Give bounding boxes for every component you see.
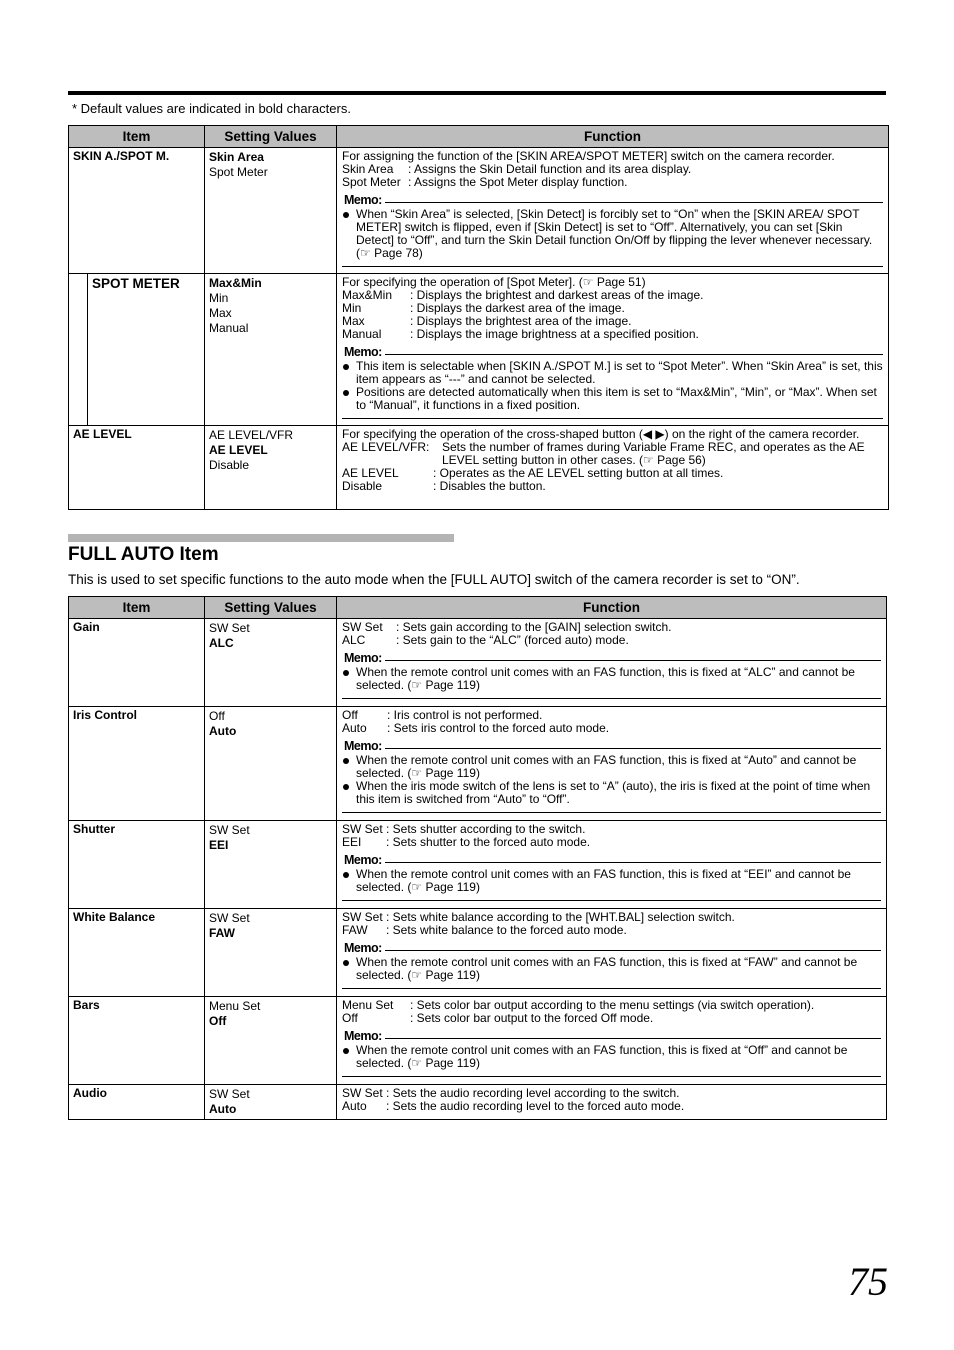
table-row <box>69 426 889 510</box>
row-values-audio <box>205 1085 337 1120</box>
function-line: EEI : Sets shutter to the forced auto mode. <box>342 835 591 849</box>
bullet-icon <box>342 386 356 412</box>
section-bar <box>68 534 454 542</box>
table-header-row <box>69 126 889 148</box>
header-function: Function <box>337 126 889 148</box>
page-number: 75 <box>848 1259 888 1304</box>
full-auto-table <box>68 596 887 1120</box>
row-values-iris-control <box>205 707 337 821</box>
row-function-skin-spot <box>337 148 889 274</box>
table-row <box>69 707 887 821</box>
row-item-spot-meter: SPOT METER <box>92 276 180 291</box>
row-function-ae-level <box>337 426 889 510</box>
top-rule <box>68 91 886 95</box>
memo-item: When the remote control unit comes with an FAS function, this is fixed at “Auto” and cannot be selected. (☞ Page 119) <box>342 754 881 780</box>
function-intro: For assigning the function of the [SKIN AREA/SPOT METER] switch on the camera recorder. <box>342 149 835 163</box>
memo-heading: Memo: <box>342 942 881 955</box>
row-function-gain <box>337 619 887 707</box>
row-values-gain <box>205 619 337 707</box>
function-line: Disable : Disables the button. <box>342 479 546 493</box>
row-item-audio: Audio <box>69 1085 205 1120</box>
function-line: Skin Area : Assigns the Skin Detail function and its area display. <box>342 162 692 176</box>
value-option: AE LEVEL <box>209 443 268 457</box>
header-item: Item <box>69 126 205 148</box>
value-option: EEI <box>209 838 229 852</box>
memo-heading: Memo: <box>342 854 881 867</box>
section-intro: This is used to set specific functions to the auto mode when the [FULL AUTO] switch of the camera recorder is set to “ON”. <box>68 572 800 587</box>
row-function-iris-control <box>337 707 887 821</box>
value-option: Disable <box>209 458 250 472</box>
function-intro: For specifying the operation of the cross-shaped button (◀ ▶) on the right of the camera recorder. <box>342 427 860 441</box>
value-option: Spot Meter <box>209 165 268 179</box>
value-option: Auto <box>209 724 237 738</box>
memo-heading: Memo: <box>342 652 881 665</box>
table-row <box>69 909 887 997</box>
table-row <box>69 1085 887 1120</box>
bullet-icon <box>342 1044 356 1070</box>
row-values-spot-meter <box>205 274 337 426</box>
header-setting-values: Setting Values <box>205 126 337 148</box>
memo-heading: Memo: <box>342 194 883 207</box>
bullet-icon <box>342 780 356 806</box>
memo-end-rule <box>342 418 883 419</box>
value-option: Off <box>209 709 225 723</box>
header-setting-values: Setting Values <box>205 597 337 619</box>
function-line: Menu Set : Sets color bar output according to the menu settings (via switch operation). <box>342 998 815 1012</box>
memo-item: This item is selectable when [SKIN A./SPOT M.] is set to “Spot Meter”. When “Skin Area” is set, this item appears as “---” and cannot be selected. <box>342 360 883 386</box>
function-line: ALC : Sets gain to the “ALC” (forced auto) mode. <box>342 633 629 647</box>
memo-item: When the iris mode switch of the lens is set to “A” (auto), the iris is fixed at the point of time when this item is switched from “Auto” to “Off”. <box>342 780 881 806</box>
header-item: Item <box>69 597 205 619</box>
bullet-icon <box>342 208 356 260</box>
value-option: SW Set <box>209 621 250 635</box>
memo-end-rule <box>342 812 881 813</box>
memo-end-rule <box>342 988 881 989</box>
memo-item: When the remote control unit comes with an FAS function, this is fixed at “FAW” and cannot be selected. (☞ Page 119) <box>342 956 881 982</box>
bullet-icon <box>342 868 356 894</box>
function-line: Off : Iris control is not performed. <box>342 708 543 722</box>
value-option: Manual <box>209 321 249 335</box>
value-option: SW Set <box>209 1087 250 1101</box>
row-function-white-balance <box>337 909 887 997</box>
memo-end-rule <box>342 1076 881 1077</box>
function-line: FAW : Sets white balance to the forced auto mode. <box>342 923 627 937</box>
table-row <box>69 148 889 274</box>
function-line: AE LEVEL/VFR: Sets the number of frames during Variable Frame REC, and operates as the AE LEVEL setting button in other cases. (☞ Page 56) <box>342 440 865 467</box>
memo-heading: Memo: <box>342 346 883 359</box>
function-line: SW Set : Sets shutter according to the switch. <box>342 822 586 836</box>
row-item-white-balance: White Balance <box>69 909 205 997</box>
bullet-icon <box>342 666 356 692</box>
function-line: SW Set : Sets white balance according to the [WHT.BAL] selection switch. <box>342 910 735 924</box>
value-option: SW Set <box>209 911 250 925</box>
memo-end-rule <box>342 900 881 901</box>
value-option: Max <box>209 306 232 320</box>
sub-item-indent <box>69 274 88 425</box>
table-row <box>69 997 887 1085</box>
row-values-skin-spot <box>205 148 337 274</box>
bullet-icon <box>342 360 356 386</box>
row-function-spot-meter <box>337 274 889 426</box>
row-item-skin-spot: SKIN A./SPOT M. <box>69 148 205 274</box>
table-row <box>69 619 887 707</box>
table-row <box>69 821 887 909</box>
value-option: Off <box>209 1014 227 1028</box>
row-item-ae-level: AE LEVEL <box>69 426 205 510</box>
table-header-row <box>69 597 887 619</box>
table-row <box>69 274 889 426</box>
memo-item: When the remote control unit comes with an FAS function, this is fixed at “EEI” and cannot be selected. (☞ Page 119) <box>342 868 881 894</box>
function-line: SW Set : Sets gain according to the [GAIN] selection switch. <box>342 620 672 634</box>
row-item-iris-control: Iris Control <box>69 707 205 821</box>
function-line: AE LEVEL : Operates as the AE LEVEL setting button at all times. <box>342 466 724 480</box>
row-values-bars <box>205 997 337 1085</box>
value-option: Menu Set <box>209 999 261 1013</box>
value-option: Skin Area <box>209 150 264 164</box>
memo-heading: Memo: <box>342 1030 881 1043</box>
function-line: Spot Meter : Assigns the Spot Meter display function. <box>342 175 628 189</box>
row-item-gain: Gain <box>69 619 205 707</box>
memo-item: When the remote control unit comes with an FAS function, this is fixed at “Off” and cannot be selected. (☞ Page 119) <box>342 1044 881 1070</box>
function-line: Manual : Displays the image brightness at a specified position. <box>342 327 699 341</box>
row-values-shutter <box>205 821 337 909</box>
value-option: AE LEVEL/VFR <box>209 428 294 442</box>
row-values-white-balance <box>205 909 337 997</box>
bullet-icon <box>342 956 356 982</box>
row-function-bars <box>337 997 887 1085</box>
function-line: Off : Sets color bar output to the forced Off mode. <box>342 1011 654 1025</box>
default-values-note: * Default values are indicated in bold characters. <box>72 101 351 116</box>
function-line: Auto : Sets the audio recording level to the forced auto mode. <box>342 1099 685 1113</box>
function-line: Max : Displays the brightest area of the image. <box>342 314 632 328</box>
value-option: Max&Min <box>209 276 262 290</box>
memo-item: When “Skin Area” is selected, [Skin Detect] is forcibly set to “On” when the [SKIN AREA/ SPOT METER] switch is flipped, even if [Skin Detect] is set to “Off”. Alternatively, you can set [Skin Detect] to “Off”, and turn the Skin Detail function On/Off by flipping the lever whenever necessary. (☞ Page 78) <box>342 208 883 260</box>
row-function-audio <box>337 1085 887 1120</box>
function-line: Max&Min : Displays the brightest and darkest areas of the image. <box>342 288 704 302</box>
value-option: Auto <box>209 1102 237 1116</box>
memo-item: When the remote control unit comes with an FAS function, this is fixed at “ALC” and cannot be selected. (☞ Page 119) <box>342 666 881 692</box>
value-option: SW Set <box>209 823 250 837</box>
value-option: FAW <box>209 926 235 940</box>
value-option: ALC <box>209 636 234 650</box>
header-function: Function <box>337 597 887 619</box>
memo-heading: Memo: <box>342 740 881 753</box>
function-line: Auto : Sets iris control to the forced auto mode. <box>342 721 610 735</box>
section-title: FULL AUTO Item <box>68 544 219 565</box>
value-option: Min <box>209 291 229 305</box>
row-item-shutter: Shutter <box>69 821 205 909</box>
settings-table-1 <box>68 125 889 510</box>
memo-item: Positions are detected automatically when this item is set to “Max&Min”, “Min”, or “Max”. When set to “Manual”, it functions in a fixed position. <box>342 386 883 412</box>
row-values-ae-level <box>205 426 337 510</box>
memo-end-rule <box>342 266 883 267</box>
memo-end-rule <box>342 698 881 699</box>
function-line: SW Set : Sets the audio recording level according to the switch. <box>342 1086 680 1100</box>
function-line: Min : Displays the darkest area of the image. <box>342 301 625 315</box>
row-item-spot-meter-cell <box>69 274 205 426</box>
row-item-bars: Bars <box>69 997 205 1085</box>
row-function-shutter <box>337 821 887 909</box>
function-intro: For specifying the operation of [Spot Meter]. (☞ Page 51) <box>342 275 646 289</box>
bullet-icon <box>342 754 356 780</box>
